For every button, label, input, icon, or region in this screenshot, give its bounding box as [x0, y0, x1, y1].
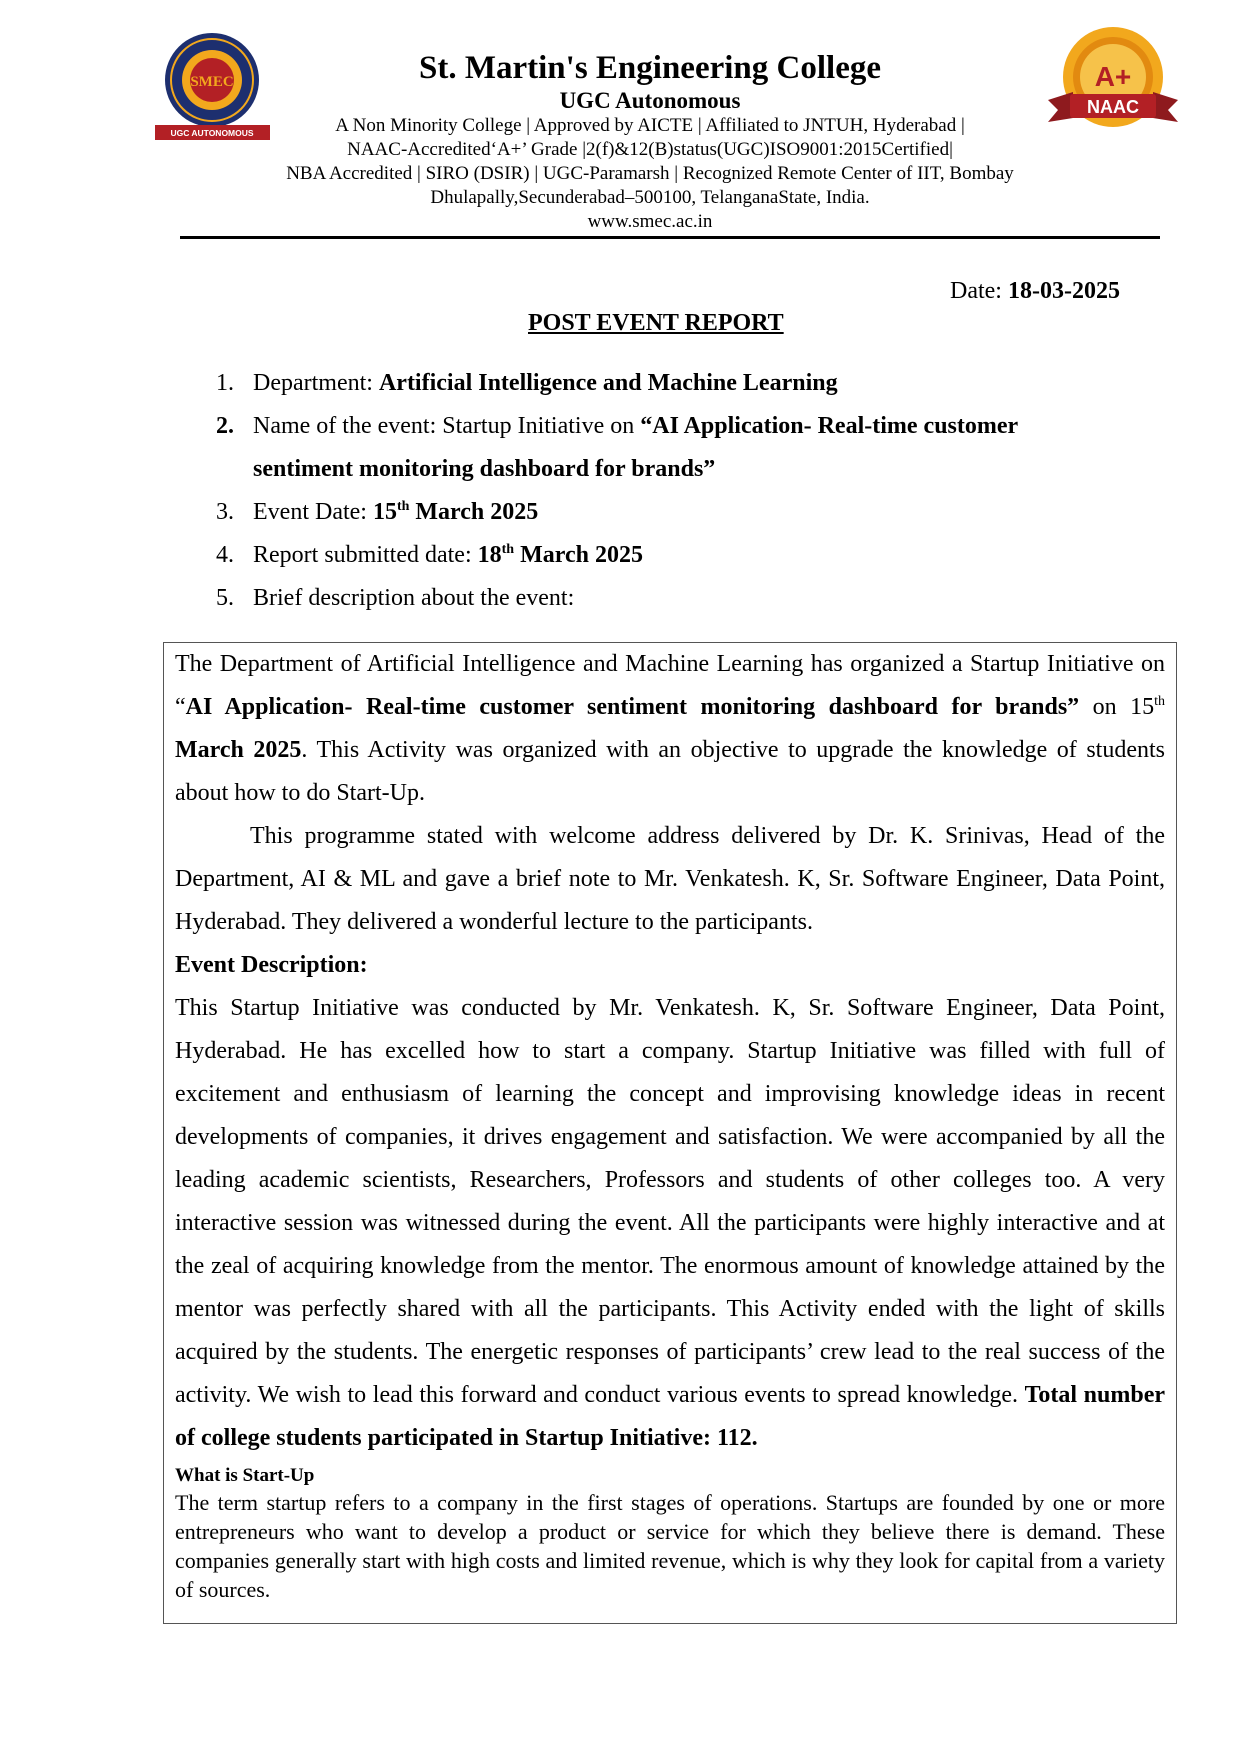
- list-item-department: [216, 362, 1116, 405]
- item-label: Department:: [253, 370, 373, 396]
- event-name-line-1: “AI Application- Real-time customer: [640, 413, 1019, 439]
- submitted-day: 18: [477, 542, 502, 568]
- intro-date: March 2025: [175, 737, 302, 763]
- intro-day-suffix: th: [1154, 694, 1165, 709]
- item-label: Report submitted date:: [253, 542, 472, 568]
- item-number: 3.: [216, 499, 234, 525]
- naac-logo: [1048, 22, 1178, 147]
- event-day-suffix: th: [396, 499, 410, 514]
- department-value: Artificial Intelligence and Machine Learning: [378, 370, 838, 396]
- item-label: Name of the event: Startup Initiative on: [253, 413, 635, 439]
- event-month-year: March 2025: [415, 499, 539, 525]
- startup-paragraph: The term startup refers to a company in the first stages of operations. Startups are founded by one or more entrepreneurs who want to develop a product or service for which they believe there is demand. These companies generally start with high costs and limited revenue, which is why they look for capital from a variety of sources.: [175, 1490, 1165, 1602]
- college-logo-monogram: SMEC: [190, 74, 234, 90]
- item-number: 1.: [216, 370, 234, 396]
- event-description-paragraph: [175, 987, 1165, 1460]
- event-name-line-2: sentiment monitoring dashboard for brands”: [253, 456, 716, 482]
- participant-count: Total number of college students participated in Startup Initiative: 112.: [175, 1382, 1165, 1451]
- list-item-brief-description: [216, 577, 1116, 620]
- event-details-list: [216, 362, 1116, 620]
- header-line-1: A Non Minority College | Approved by AICTE | Affiliated to JNTUH, Hyderabad |: [335, 115, 965, 136]
- intro-text-b: on 15: [1079, 694, 1155, 720]
- item-number: 2.: [216, 413, 234, 439]
- description-box: [163, 642, 1177, 1624]
- date-label: Date:: [950, 278, 1002, 304]
- college-logo-ribbon: UGC AUTONOMOUS: [170, 128, 254, 138]
- header-line-2: NAAC-Accredited‘A+’ Grade |2(f)&12(B)status(UGC)ISO9001:2015Certified|: [347, 139, 953, 160]
- college-name: St. Martin's Engineering College: [419, 50, 881, 86]
- intro-event-name: AI Application- Real-time customer sentiment monitoring dashboard for brands”: [185, 694, 1080, 720]
- report-title: POST EVENT REPORT: [528, 310, 784, 336]
- college-website: www.smec.ac.in: [587, 211, 713, 232]
- submitted-day-suffix: th: [501, 542, 515, 557]
- item-number: 4.: [216, 542, 234, 568]
- item-label: Brief description about the event:: [253, 585, 575, 611]
- list-item-event-date: [216, 491, 1116, 534]
- list-item-event-name: [216, 405, 1116, 491]
- programme-paragraph: This programme stated with welcome address delivered by Dr. K. Srinivas, Head of the Department, AI & ML and gave a brief note to Mr. Venkatesh. K, Sr. Software Engineer, Data Point, Hyderabad. They delivered a wonderful lecture to the participants.: [175, 823, 1165, 935]
- item-number: 5.: [216, 585, 234, 611]
- naac-logo-ribbon: NAAC: [1087, 97, 1139, 117]
- letterhead: [240, 48, 1060, 234]
- college-status: UGC Autonomous: [559, 88, 741, 113]
- event-description-text: This Startup Initiative was conducted by Mr. Venkatesh. K, Sr. Software Engineer, Data Point, Hyderabad. He has excelled how to start a company. Startup Initiative was filled with full of excitement and enthusiasm of learning the concept and improvising knowledge ideas in recent developments of companies, it drives engagement and satisfaction. We were accompanied by all the leading academic scientists, Researchers, Professors and students of other colleges too. A very interactive session was witnessed during the event. All the participants were highly interactive and at the zeal of acquiring knowledge from the mentor. The enormous amount of knowledge attained by the mentor was perfectly shared with all the participants. This Activity ended with the light of skills acquired by the students. The energetic responses of participants’ crew lead to the real success of the activity. We wish to lead this forward and conduct various events to spread knowledge.: [175, 995, 1165, 1408]
- intro-text-a: The Department of Artificial Intelligence and Machine Learning has organized a Startup Initiative on “: [175, 651, 1165, 720]
- report-date: [950, 278, 1120, 305]
- startup-heading: What is Start-Up: [175, 1465, 315, 1486]
- header-line-4: Dhulapally,Secunderabad–500100, TelanganaState, India.: [430, 187, 870, 208]
- header-line-3: NBA Accredited | SIRO (DSIR) | UGC-Paramarsh | Recognized Remote Center of IIT, Bombay: [286, 163, 1014, 184]
- event-day: 15: [372, 499, 397, 525]
- intro-paragraph: [175, 643, 1165, 815]
- naac-logo-grade: A+: [1094, 61, 1132, 92]
- date-value: 18-03-2025: [1007, 278, 1120, 304]
- header-divider: [180, 236, 1160, 239]
- submitted-month-year: March 2025: [520, 542, 643, 568]
- intro-text-c: . This Activity was organized with an objective to upgrade the knowledge of students about how to do Start-Up.: [175, 737, 1166, 806]
- item-label: Event Date:: [253, 499, 367, 525]
- event-description-heading: Event Description:: [175, 952, 368, 978]
- list-item-submitted-date: [216, 534, 1116, 577]
